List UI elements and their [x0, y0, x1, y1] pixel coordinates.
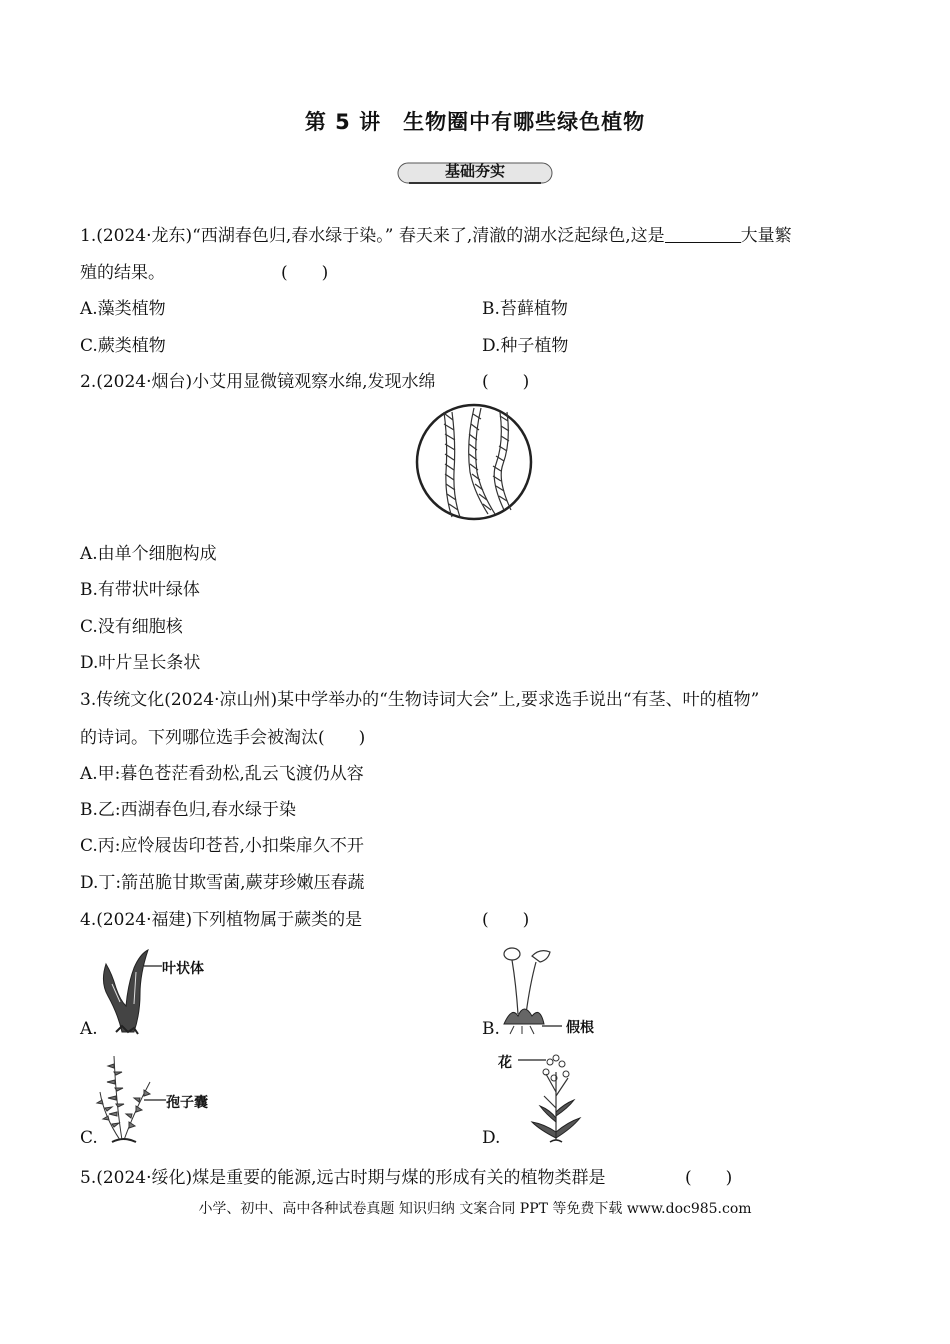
q1-stem-line2: 殖的结果。 [80, 263, 165, 283]
q4-option-c[interactable]: C. [80, 1128, 98, 1148]
q2-option-a[interactable]: A.由单个细胞构成 [80, 544, 217, 564]
q1-option-b[interactable]: B.苔藓植物 [482, 299, 568, 319]
q1-stem-b: 大量繁 [740, 226, 792, 246]
q4-option-b[interactable]: B. [482, 1019, 500, 1039]
q1-answer-blank[interactable] [665, 226, 741, 243]
label-rhizoid: 假根 [566, 1020, 594, 1036]
q4-stem: 4.(2024·福建)下列植物属于蕨类的是 [80, 910, 363, 930]
q3-option-d[interactable]: D.丁:箭茁脆甘欺雪菌,蕨芽珍嫩压春蔬 [80, 873, 365, 893]
page-footer: 小学、初中、高中各种试卷真题 知识归纳 文案合同 PPT 等免费下载 www.doc985.com [198, 1201, 752, 1217]
q3-stem-line1: 3.传统文化(2024·凉山州)某中学举办的“生物诗词大会”上,要求选手说出“有茎、叶的植物” [80, 690, 760, 710]
q1-option-c[interactable]: C.蕨类植物 [80, 336, 166, 356]
q2-option-c[interactable]: C.没有细胞核 [80, 617, 183, 637]
spirogyra-microscope-figure [414, 402, 534, 522]
page-title: 第 5 讲 生物圈中有哪些绿色植物 [304, 110, 646, 134]
q3-option-a[interactable]: A.甲:暮色苍茫看劲松,乱云飞渡仍从容 [80, 764, 364, 784]
q1-stem-line1 [80, 225, 792, 247]
q1-answer-paren[interactable]: ( ) [281, 263, 329, 283]
q1-option-a[interactable]: A.藻类植物 [80, 299, 166, 319]
q5-answer-paren[interactable]: ( ) [685, 1168, 733, 1188]
q3-stem-line2: 的诗词。下列哪位选手会被淘汰( ) [80, 728, 366, 748]
q4-option-a[interactable]: A. [80, 1019, 98, 1039]
moss-figure [496, 944, 566, 1036]
q2-option-b[interactable]: B.有带状叶绿体 [80, 580, 200, 600]
q3-option-c[interactable]: C.丙:应怜屐齿印苍苔,小扣柴扉久不开 [80, 836, 364, 856]
q1-stem-a: 1.(2024·龙东)“西湖春色归,春水绿于染。” 春天来了,清澈的湖水泛起绿色,这是 [80, 226, 665, 246]
kelp-figure [92, 944, 162, 1036]
q2-stem: 2.(2024·烟台)小艾用显微镜观察水绵,发现水绵 [80, 372, 436, 392]
flowering-plant-figure [516, 1052, 596, 1144]
label-sporangium: 孢子囊 [166, 1095, 208, 1111]
section-banner: 基础夯实 [444, 162, 505, 180]
label-flower: 花 [498, 1055, 512, 1071]
q4-option-d[interactable]: D. [482, 1128, 501, 1148]
q2-answer-paren[interactable]: ( ) [482, 372, 530, 392]
q3-option-b[interactable]: B.乙:西湖春色归,春水绿于染 [80, 800, 297, 820]
q5-stem: 5.(2024·绥化)煤是重要的能源,远古时期与煤的形成有关的植物类群是 [80, 1168, 606, 1188]
q4-answer-paren[interactable]: ( ) [482, 910, 530, 930]
label-thallus: 叶状体 [162, 961, 204, 977]
q2-option-d[interactable]: D.叶片呈长条状 [80, 653, 201, 673]
q1-option-d[interactable]: D.种子植物 [482, 336, 569, 356]
fern-figure [94, 1052, 166, 1144]
